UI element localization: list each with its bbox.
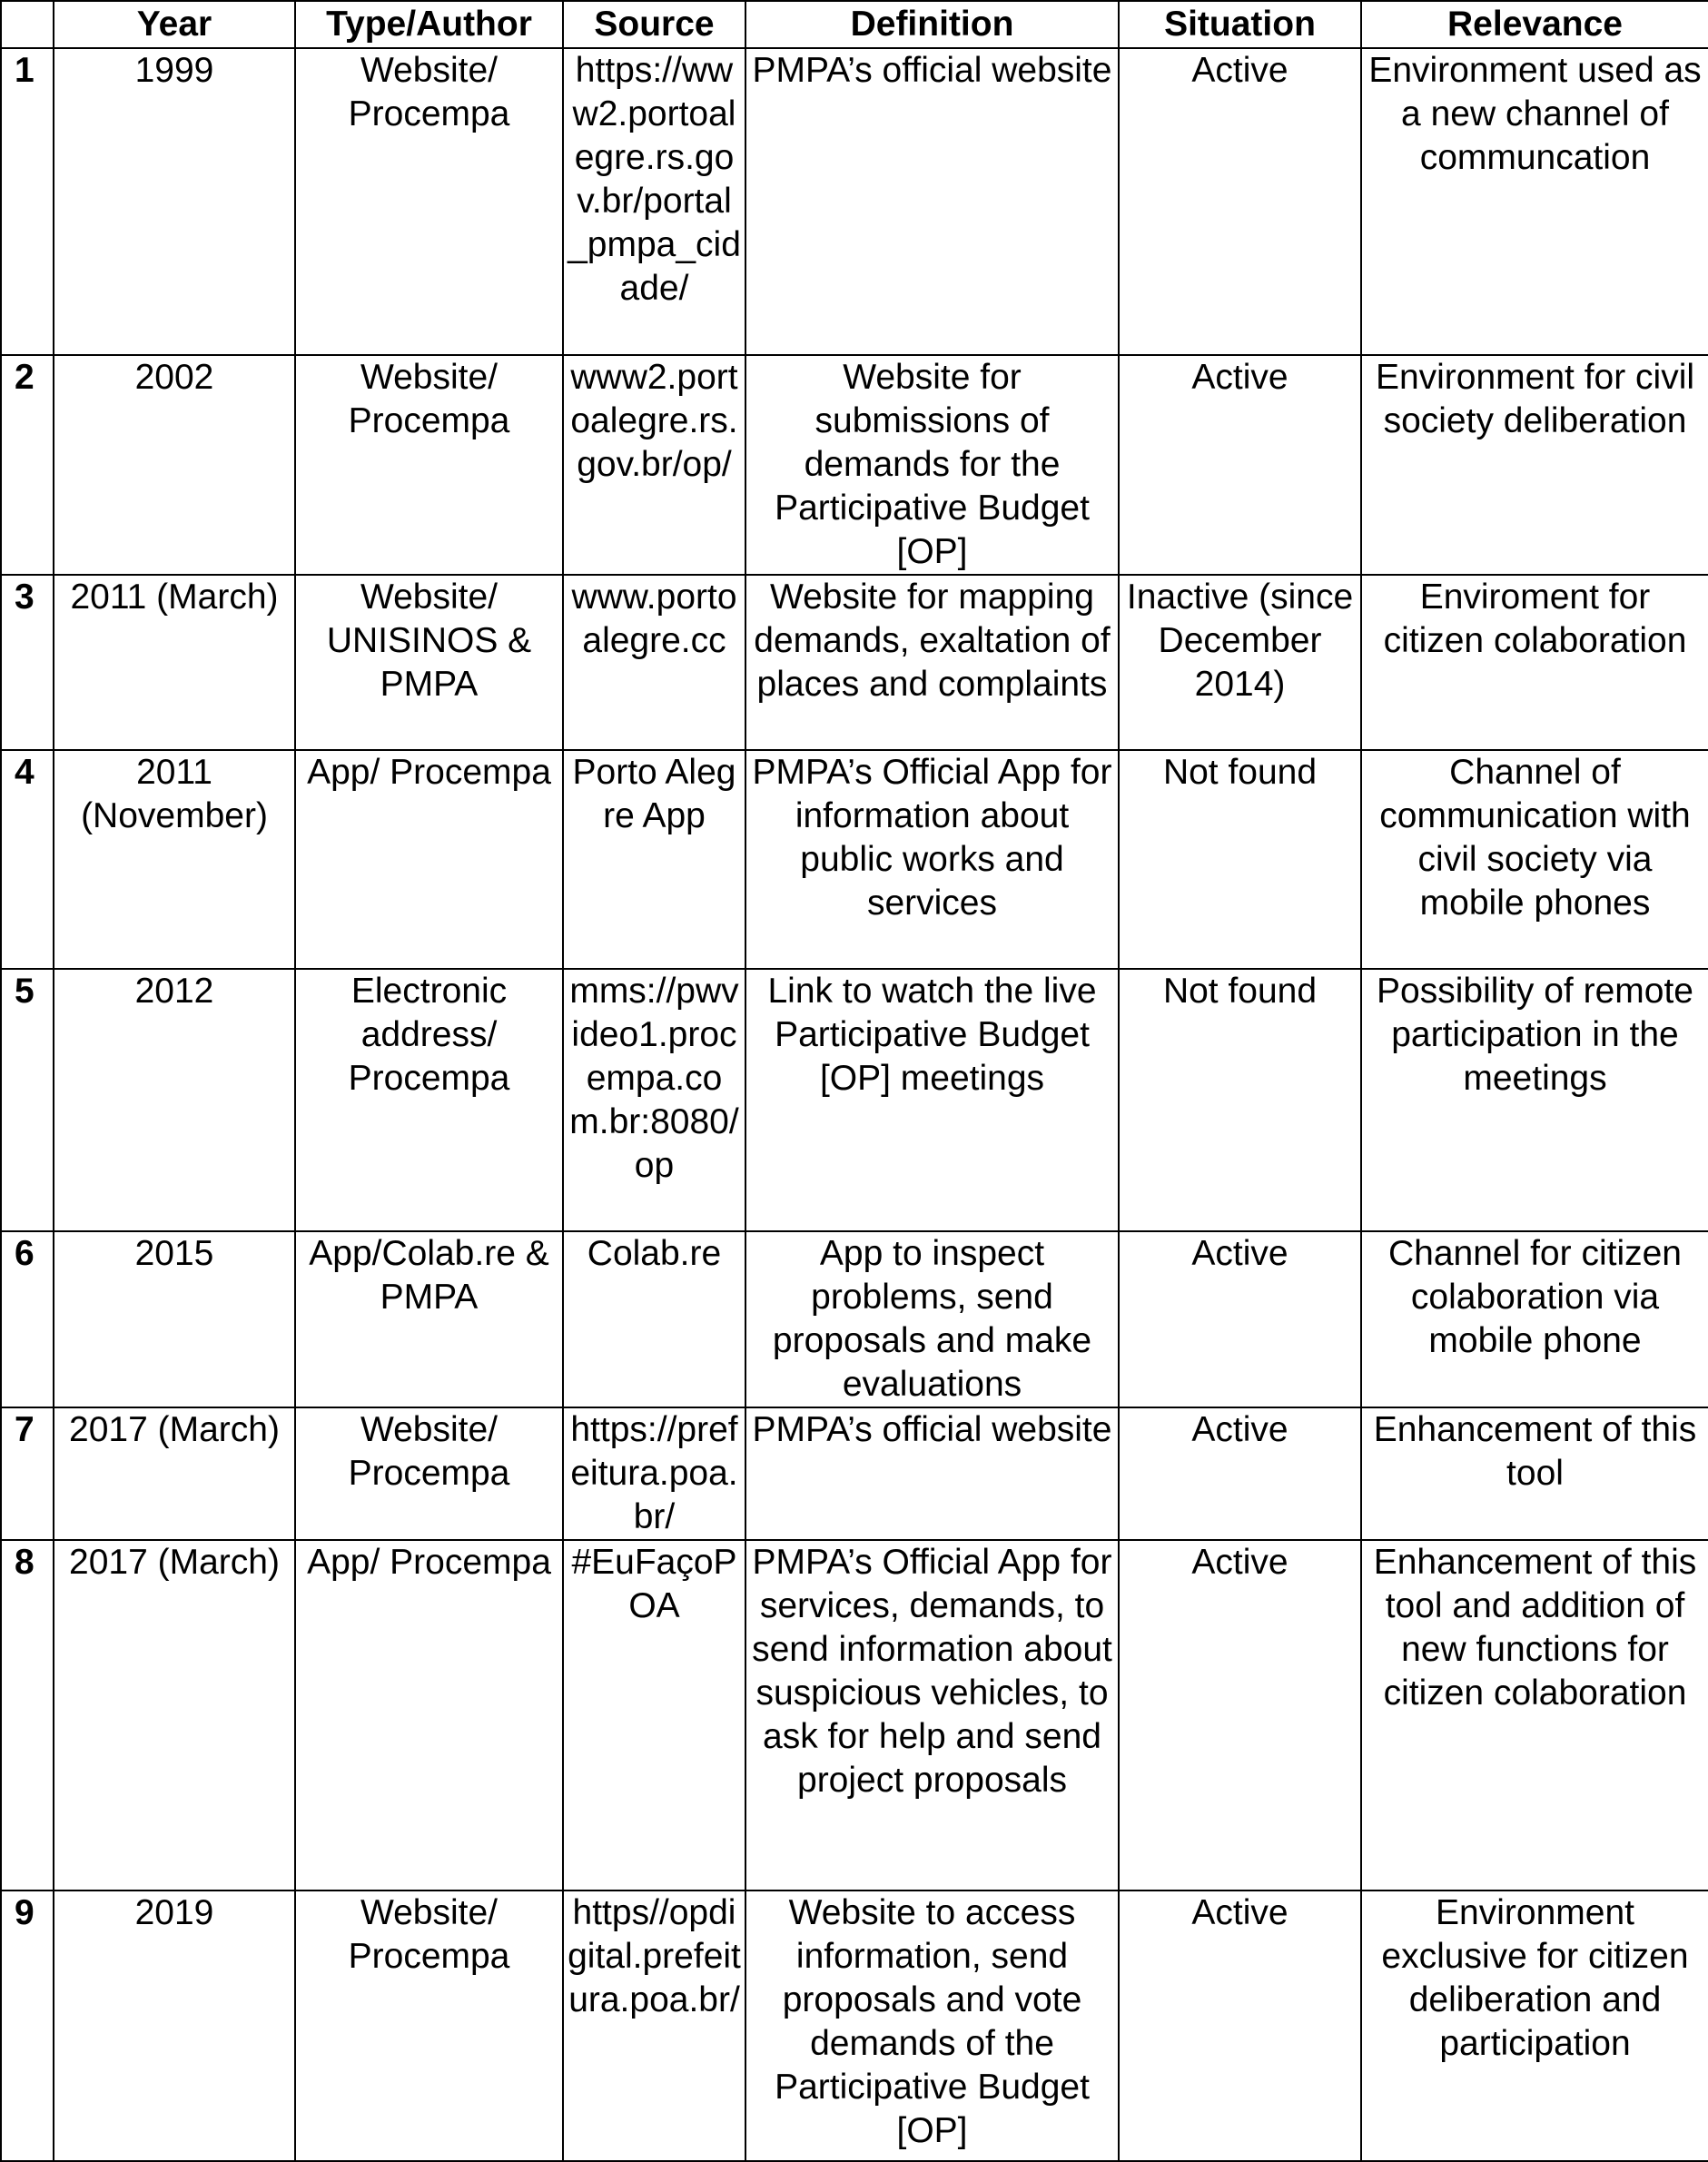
definition-cell: PMPA’s Official App for services, demands, to send information about suspicious vehicles, to ask for help and send project proposals	[745, 1540, 1119, 1891]
table-row	[1, 1891, 1708, 2161]
source-cell: www.portoalegre.cc	[563, 575, 745, 750]
definition-cell: PMPA’s official website	[745, 48, 1119, 355]
situation-cell: Inactive (since December 2014)	[1119, 575, 1361, 750]
definition-cell: Website for mapping demands, exaltation of places and complaints	[745, 575, 1119, 750]
definition-cell: App to inspect problems, send proposals and make evaluations	[745, 1231, 1119, 1407]
header-index	[1, 1, 54, 48]
relevance-cell: Channel for citizen colaboration via mobile phone	[1361, 1231, 1708, 1407]
source-cell: mms://pwvideo1.procempa.com.br:8080/op	[563, 969, 745, 1231]
header-relevance: Relevance	[1361, 1, 1708, 48]
situation-cell: Not found	[1119, 969, 1361, 1231]
year-cell: 1999	[54, 48, 295, 355]
situation-cell: Active	[1119, 1891, 1361, 2161]
situation-cell: Active	[1119, 1540, 1361, 1891]
table-row	[1, 969, 1708, 1231]
situation-cell: Active	[1119, 1407, 1361, 1540]
relevance-cell: Possibility of remote participation in the meetings	[1361, 969, 1708, 1231]
year-cell: 2002	[54, 355, 295, 575]
situation-cell: Not found	[1119, 750, 1361, 969]
relevance-cell: Environment for civil society deliberation	[1361, 355, 1708, 575]
header-source: Source	[563, 1, 745, 48]
year-cell: 2019	[54, 1891, 295, 2161]
source-cell: Colab.re	[563, 1231, 745, 1407]
row-number: 2	[1, 355, 54, 575]
type-author-cell: App/ Procempa	[295, 1540, 563, 1891]
type-author-cell: Website/ UNISINOS & PMPA	[295, 575, 563, 750]
type-author-cell: Website/ Procempa	[295, 48, 563, 355]
row-number: 7	[1, 1407, 54, 1540]
relevance-cell: Environment used as a new channel of communcation	[1361, 48, 1708, 355]
source-cell: https://prefeitura.poa.br/	[563, 1407, 745, 1540]
definition-cell: PMPA’s official website	[745, 1407, 1119, 1540]
table-row	[1, 1407, 1708, 1540]
table-row	[1, 355, 1708, 575]
relevance-cell: Enviroment for citizen colaboration	[1361, 575, 1708, 750]
relevance-cell: Environment exclusive for citizen deliberation and participation	[1361, 1891, 1708, 2161]
year-cell: 2017 (March)	[54, 1540, 295, 1891]
row-number: 1	[1, 48, 54, 355]
type-author-cell: App/Colab.re & PMPA	[295, 1231, 563, 1407]
definition-cell: Link to watch the live Participative Budget [OP] meetings	[745, 969, 1119, 1231]
type-author-cell: Website/ Procempa	[295, 1407, 563, 1540]
type-author-cell: App/ Procempa	[295, 750, 563, 969]
year-cell: 2012	[54, 969, 295, 1231]
year-cell: 2011 (November)	[54, 750, 295, 969]
situation-cell: Active	[1119, 355, 1361, 575]
source-cell: www2.portoalegre.rs.gov.br/op/	[563, 355, 745, 575]
situation-cell: Active	[1119, 1231, 1361, 1407]
row-number: 5	[1, 969, 54, 1231]
relevance-cell: Enhancement of this tool	[1361, 1407, 1708, 1540]
row-number: 4	[1, 750, 54, 969]
year-cell: 2011 (March)	[54, 575, 295, 750]
row-number: 3	[1, 575, 54, 750]
source-cell: #EuFaçoPOA	[563, 1540, 745, 1891]
relevance-cell: Enhancement of this tool and addition of new functions for citizen colaboration	[1361, 1540, 1708, 1891]
row-number: 8	[1, 1540, 54, 1891]
year-cell: 2015	[54, 1231, 295, 1407]
definition-cell: PMPA’s Official App for information about public works and services	[745, 750, 1119, 969]
type-author-cell: Electronic address/ Procempa	[295, 969, 563, 1231]
row-number: 9	[1, 1891, 54, 2161]
table-row	[1, 48, 1708, 355]
header-definition: Definition	[745, 1, 1119, 48]
header-row	[1, 1, 1708, 48]
relevance-cell: Channel of communication with civil society via mobile phones	[1361, 750, 1708, 969]
source-cell: https://www2.portoalegre.rs.gov.br/portal_pmpa_cidade/	[563, 48, 745, 355]
header-situation: Situation	[1119, 1, 1361, 48]
table-row	[1, 1540, 1708, 1891]
table-row	[1, 750, 1708, 969]
situation-cell: Active	[1119, 48, 1361, 355]
source-cell: https//opdigital.prefeitura.poa.br/	[563, 1891, 745, 2161]
header-type-author: Type/Author	[295, 1, 563, 48]
source-cell: Porto Alegre App	[563, 750, 745, 969]
table-row	[1, 1231, 1708, 1407]
definition-cell: Website for submissions of demands for the Participative Budget [OP]	[745, 355, 1119, 575]
type-author-cell: Website/ Procempa	[295, 355, 563, 575]
header-year: Year	[54, 1, 295, 48]
row-number: 6	[1, 1231, 54, 1407]
year-cell: 2017 (March)	[54, 1407, 295, 1540]
type-author-cell: Website/ Procempa	[295, 1891, 563, 2161]
definition-cell: Website to access information, send proposals and vote demands of the Participative Budget [OP]	[745, 1891, 1119, 2161]
table-row	[1, 575, 1708, 750]
